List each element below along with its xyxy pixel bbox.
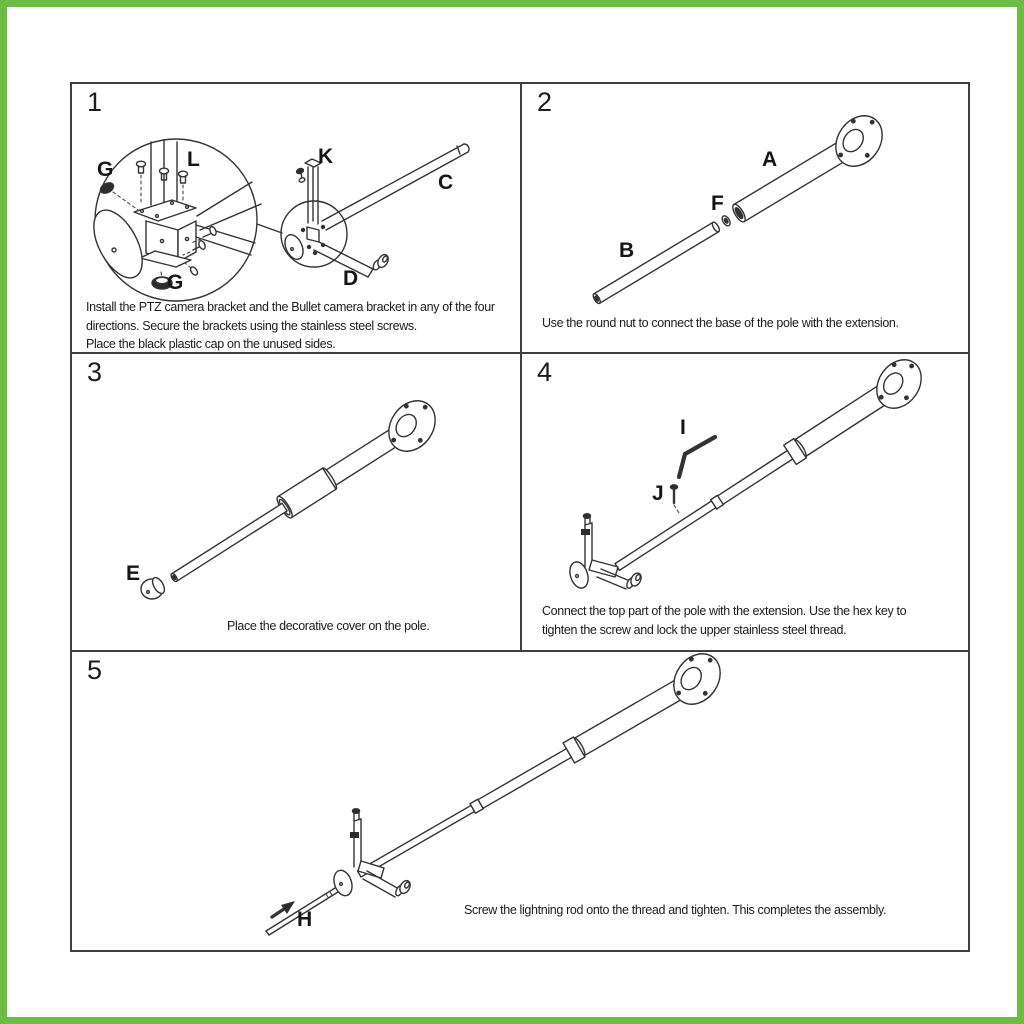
caption-line: directions. Secure the brackets using the stainless steel screws. bbox=[86, 318, 417, 333]
step-3-drawing bbox=[72, 354, 520, 650]
caption-line: Install the PTZ camera bracket and the Bullet camera bracket in any of the four bbox=[86, 300, 495, 314]
caption-line: Connect the top part of the pole with the extension. Use the hex key to bbox=[542, 604, 907, 618]
caption-line: Place the black plastic cap on the unused sides. bbox=[86, 337, 336, 351]
part-label-l: L bbox=[187, 148, 200, 171]
part-label-k: K bbox=[318, 145, 333, 168]
step-2-panel bbox=[522, 84, 968, 354]
step-number: 3 bbox=[87, 357, 103, 387]
part-label-i: I bbox=[680, 416, 686, 439]
part-label-g-top: G bbox=[97, 158, 113, 181]
step-4-panel bbox=[522, 354, 968, 652]
step-1-panel bbox=[72, 84, 522, 354]
caption-line: Use the round nut to connect the base of the pole with the extension. bbox=[542, 316, 899, 330]
caption-line: tighten the screw and lock the upper stainless steel thread. bbox=[542, 622, 847, 637]
step-3-panel bbox=[72, 354, 522, 652]
part-label-g-bottom: G bbox=[167, 271, 183, 294]
part-label-h: H bbox=[297, 908, 312, 931]
step-5-caption bbox=[464, 901, 886, 920]
part-label-d: D bbox=[343, 267, 358, 290]
step-number: 2 bbox=[537, 87, 553, 117]
caption-line: Screw the lightning rod onto the thread and tighten. This completes the assembly. bbox=[464, 903, 887, 917]
step-4-caption bbox=[542, 602, 906, 639]
part-label-a: A bbox=[762, 148, 777, 171]
caption-line: Place the decorative cover on the pole. bbox=[227, 619, 430, 633]
step-2-caption bbox=[542, 314, 899, 333]
steps-grid bbox=[70, 82, 970, 952]
part-label-e: E bbox=[126, 562, 140, 585]
part-label-c: C bbox=[438, 171, 453, 194]
part-label-f: F bbox=[711, 192, 724, 215]
step-number: 1 bbox=[87, 87, 103, 117]
step-5-panel bbox=[72, 652, 968, 950]
step-number: 5 bbox=[87, 655, 103, 685]
step-3-caption bbox=[227, 617, 429, 636]
step-2-drawing bbox=[522, 84, 968, 352]
step-number: 4 bbox=[537, 357, 553, 387]
part-label-j: J bbox=[652, 482, 664, 505]
part-label-b: B bbox=[619, 239, 634, 262]
step-1-caption bbox=[86, 298, 495, 354]
